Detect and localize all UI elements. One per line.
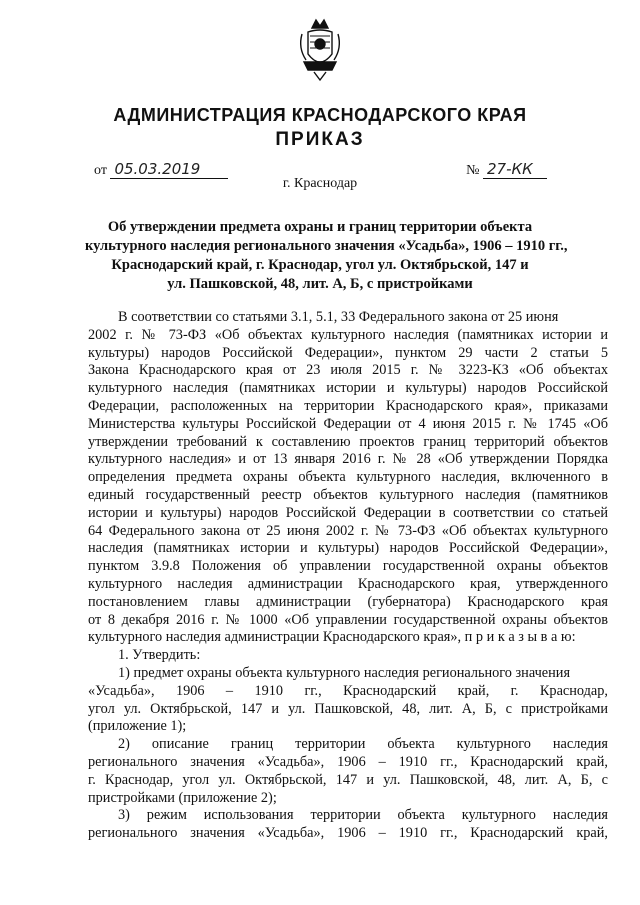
body-line: 1. Утвердить: — [118, 647, 201, 664]
organization-name: АДМИНИСТРАЦИЯ КРАСНОДАРСКОГО КРАЯ — [113, 105, 527, 125]
body-line: культурного наследия администрации Краснодарского края, утвержденного — [88, 575, 608, 592]
body-line: Закона Краснодарского края от 23 июля 2015 г. № 3223-КЗ «Об объектах — [88, 362, 608, 379]
title-line: Об утверждении предмета охраны и границ территории объекта — [107, 219, 533, 235]
document-body — [88, 309, 608, 843]
body-line: «Усадьба», 1906 – 1910 гг., Краснодарский край, г. Краснодар, — [88, 682, 608, 699]
body-line: культуры) народов Российской Федерации», пунктом 29 части 2 статьи 5 — [88, 344, 608, 361]
body-line: Федерации, расположенных на территории Краснодарского края», приказами — [88, 397, 608, 414]
body-line: утверждении требований к составлению проектов границ территорий объектов — [88, 433, 608, 450]
body-line: В соответствии со статьями 3.1, 5.1, 33 Федерального закона от 25 июня — [118, 309, 559, 325]
document-title — [85, 218, 568, 294]
number-value: 27-КК — [483, 160, 547, 179]
title-line: Краснодарский край, г. Краснодар, угол ул. Октябрьской, 147 и — [111, 257, 529, 273]
body-line: регионального значения «Усадьба», 1906 – 1910 гг., Краснодарский край, — [88, 753, 608, 770]
body-line: пунктом 3.9.8 Положения об управлении государственной охраны объектов — [88, 558, 608, 575]
title-line: культурного наследия регионального значения «Усадьба», 1906 – 1910 гг., — [85, 238, 568, 254]
date-prefix: от — [94, 163, 107, 178]
body-line: 2002 г. № 73-ФЗ «Об объектах культурного наследия (памятниках истории и — [88, 326, 608, 343]
body-line: определения предмета охраны объекта культурного наследия, включенного в — [88, 469, 608, 486]
body-line: единый государственный реестр объектов культурного наследия (памятников — [88, 486, 608, 503]
date-value: 05.03.2019 — [110, 160, 228, 179]
body-line: г. Краснодар, угол ул. Октябрьской, 147 и ул. Пашковской, 48, лит. А, Б, с — [88, 771, 608, 788]
body-line: (приложение 1); — [88, 718, 187, 735]
body-line: 3) режим использования территории объекта культурного наследия — [118, 807, 608, 824]
body-line: от 8 декабря 2016 г. № 1000 «Об управлении государственной охраны объектов — [88, 611, 608, 628]
body-line: культурного наследия (памятниках истории и культуры) народов Российской — [88, 380, 608, 397]
body-line: наследия (памятниках истории и культуры) народов Российской Федерации», — [88, 540, 608, 557]
title-line: ул. Пашковской, 48, лит. А, Б, с пристройками — [167, 276, 473, 292]
body-line: постановлением главы администрации (губернатора) Краснодарского края — [88, 593, 608, 610]
body-line: 1) предмет охраны объекта культурного наследия регионального значения — [118, 664, 571, 681]
body-line: Министерства культуры Российской Федерации от 4 июня 2015 г. № 1745 «Об — [88, 415, 608, 432]
body-line: 64 Федерального закона от 25 июня 2002 г. № 73-ФЗ «Об объектах культурного — [88, 522, 608, 539]
body-line: истории и культуры) народов Российской Федерации в соответствии со статьей — [88, 504, 608, 521]
body-line: пристройками (приложение 2); — [88, 789, 277, 806]
body-line: культурного наследия» и от 13 января 2016 г. № 28 «Об утверждении Порядка — [88, 451, 608, 468]
body-line: культурного наследия администрации Краснодарского края», п р и к а з ы в а ю: — [88, 629, 576, 646]
body-line: 2) описание границ территории объекта культурного наследия — [118, 736, 608, 753]
body-line: регионального значения «Усадьба», 1906 – 1910 гг., Краснодарский край, — [88, 825, 608, 842]
number-prefix: № — [466, 163, 480, 178]
coat-of-arms-icon — [296, 14, 344, 84]
city: г. Краснодар — [282, 176, 358, 191]
document-type: ПРИКАЗ — [275, 129, 365, 150]
body-line: угол ул. Октябрьской, 147 и ул. Пашковской, 48, лит. А, Б, с пристройками — [88, 700, 608, 717]
